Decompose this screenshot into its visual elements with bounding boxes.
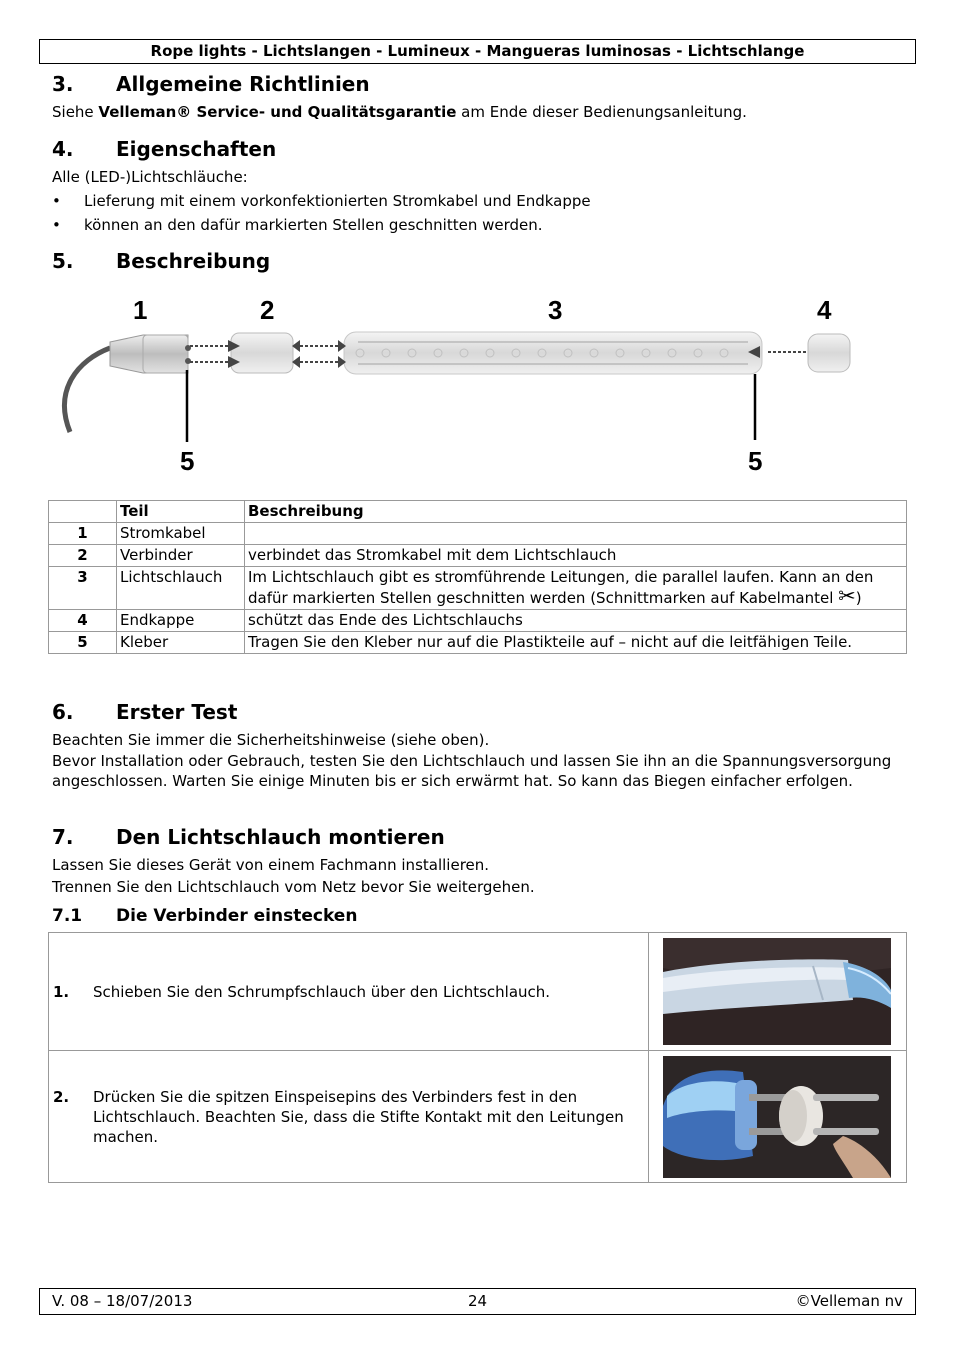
row-description: schützt das Ende des Lichtschlauchs — [245, 610, 907, 632]
section-6-p1: Beachten Sie immer die Sicherheitshinweise (siehe oben). — [52, 731, 490, 749]
row-number: 4 — [49, 610, 117, 632]
connector — [231, 333, 293, 373]
table-header-cell: Teil — [117, 501, 245, 523]
row-description-end: ) — [855, 589, 862, 607]
table-row — [49, 523, 907, 545]
section-5-heading — [52, 249, 270, 273]
footer-copyright: ©Velleman nv — [795, 1292, 903, 1310]
table-header-row — [49, 501, 907, 523]
row-description: verbindet das Stromkabel mit dem Lichtschlauch — [245, 545, 907, 567]
diagram-label-4: 4 — [817, 295, 832, 325]
page-header — [39, 39, 916, 64]
section-number: 4. — [52, 137, 74, 161]
text-span: Siehe — [52, 103, 99, 121]
row-part: Verbinder — [117, 545, 245, 567]
diagram-label-5b: 5 — [748, 446, 763, 476]
section-7-p2: Trennen Sie den Lichtschlauch vom Netz bevor Sie weitergehen. — [52, 878, 535, 896]
connector-pins-photo — [663, 1056, 891, 1178]
step-number: 2. — [53, 1087, 70, 1106]
step-row — [49, 1051, 907, 1183]
page-footer — [39, 1288, 916, 1315]
section-4-heading — [52, 137, 276, 161]
step-image-cell — [649, 933, 907, 1051]
text-span: am Ende dieser Bedienungsanleitung. — [456, 103, 747, 121]
row-description: Tragen Sie den Kleber nur auf die Plastikteile auf – nicht auf die leitfähigen Teile. — [245, 632, 907, 654]
section-title: Den Lichtschlauch montieren — [116, 825, 445, 849]
table-row — [49, 610, 907, 632]
section-title: Erster Test — [116, 700, 238, 724]
section-3-text — [52, 103, 902, 123]
plug-head — [143, 335, 188, 373]
section-number: 5. — [52, 249, 74, 273]
step-text-cell — [49, 1051, 649, 1183]
bold-text: Velleman® Service- und Qualitätsgarantie — [98, 103, 457, 121]
bullet-item — [52, 192, 591, 211]
shrink-tube-photo — [663, 938, 891, 1045]
step-text: Drücken Sie die spitzen Einspeisepins des Verbinders fest in den Lichtschlauch. Beachten Sie, dass die Stifte Kontakt mit den Leitungen machen. — [93, 1087, 624, 1146]
row-number: 2 — [49, 545, 117, 567]
row-part: Kleber — [117, 632, 245, 654]
section-title: Eigenschaften — [116, 137, 277, 161]
footer-page-number: 24 — [467, 1292, 488, 1310]
section-6-p2: Bevor Installation oder Gebrauch, testen Sie den Lichtschlauch und lassen Sie ihn an die Spannungsversorgung angeschlossen. Warten Sie einige Minuten bis er sich erwärmt hat. So kann das Biegen einfacher erfolgen. — [52, 752, 892, 790]
row-number: 1 — [49, 523, 117, 545]
bullet-icon: • — [52, 216, 61, 234]
subsection-number: 7.1 — [52, 906, 83, 926]
section-4-intro: Alle (LED-)Lichtschläuche: — [52, 168, 248, 186]
subsection-title: Die Verbinder einstecken — [116, 906, 358, 926]
scissors-icon: ✂ — [838, 584, 856, 608]
bullet-item — [52, 216, 543, 235]
section-7-p1: Lassen Sie dieses Gerät von einem Fachmann installieren. — [52, 856, 490, 874]
row-description-text: Im Lichtschlauch gibt es stromführende Leitungen, die parallel laufen. Kann an den dafür markierten Stellen geschnitten werden (Schnittmarken auf Kabelmantel — [248, 568, 874, 607]
subsection-7-1-heading — [52, 906, 357, 926]
steps-table — [48, 932, 907, 1183]
row-part: Lichtschlauch — [117, 567, 245, 610]
parts-table — [48, 500, 907, 654]
table-header-cell — [49, 501, 117, 523]
tube — [344, 332, 762, 374]
section-7-heading — [52, 825, 445, 849]
row-number: 3 — [49, 567, 117, 610]
section-title: Beschreibung — [116, 249, 271, 273]
row-part: Endkappe — [117, 610, 245, 632]
section-number: 6. — [52, 700, 74, 724]
row-number: 5 — [49, 632, 117, 654]
table-row — [49, 545, 907, 567]
section-3-heading — [52, 72, 370, 96]
bullet-icon: • — [52, 192, 61, 210]
step-number: 1. — [53, 982, 70, 1001]
row-part: Stromkabel — [117, 523, 245, 545]
section-number: 7. — [52, 825, 74, 849]
section-title: Allgemeine Richtlinien — [116, 72, 370, 96]
table-header-cell: Beschreibung — [245, 501, 907, 523]
footer-version: V. 08 – 18/07/2013 — [52, 1292, 193, 1310]
step-text-cell — [49, 933, 649, 1051]
step-text: Schieben Sie den Schrumpfschlauch über den Lichtschlauch. — [93, 982, 551, 1001]
end-cap — [808, 334, 850, 372]
diagram-label-3: 3 — [548, 295, 563, 325]
step-image-cell — [649, 1051, 907, 1183]
bullet-text: Lieferung mit einem vorkonfektionierten Stromkabel und Endkappe — [84, 192, 591, 210]
rope-light-diagram — [48, 290, 908, 480]
row-description — [245, 567, 907, 610]
diagram-label-1: 1 — [133, 295, 148, 325]
table-row — [49, 632, 907, 654]
section-number: 3. — [52, 72, 74, 96]
power-cable — [65, 348, 110, 432]
step-row — [49, 933, 907, 1051]
header-title: Rope lights - Lichtslangen - Lumineux - Mangueras luminosas - Lichtschlange — [150, 42, 805, 60]
bullet-text: können an den dafür markierten Stellen geschnitten werden. — [84, 216, 543, 234]
section-6-heading — [52, 700, 237, 724]
diagram-label-2: 2 — [260, 295, 275, 325]
table-row — [49, 567, 907, 610]
row-description — [245, 523, 907, 545]
diagram-label-5: 5 — [180, 446, 195, 476]
